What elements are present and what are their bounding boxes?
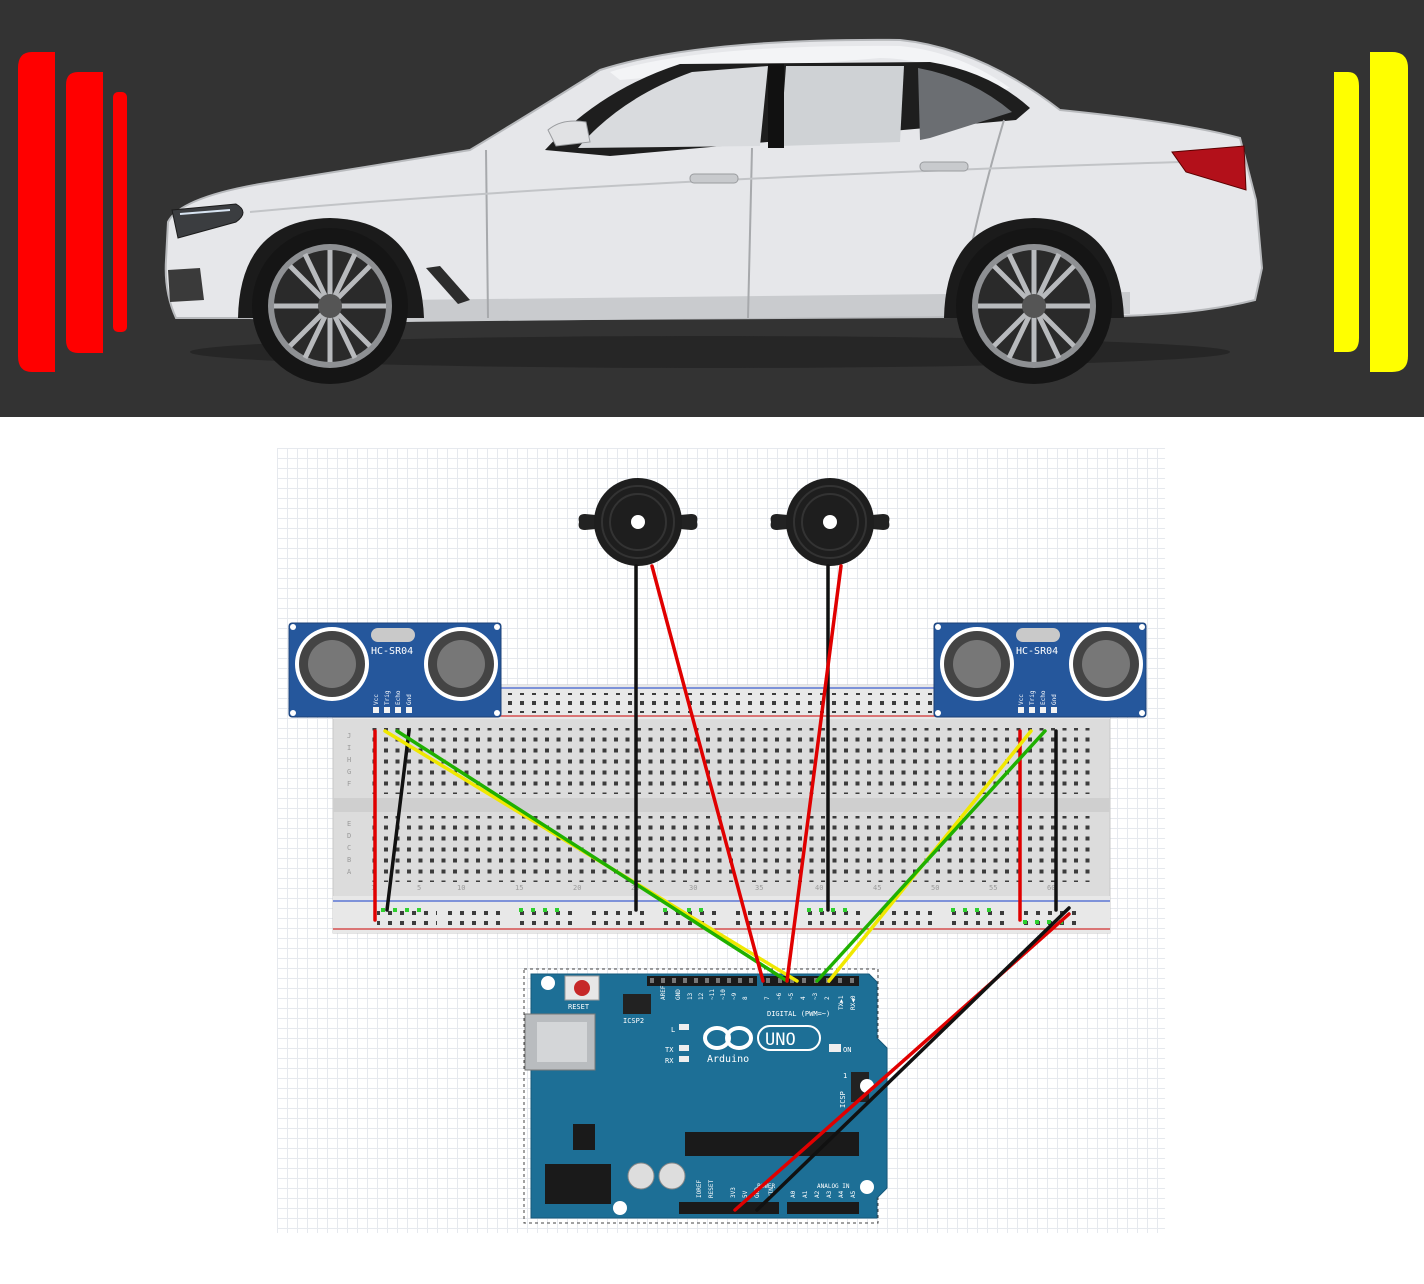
buzzer-right	[771, 478, 890, 566]
digital-pin-label: ~11	[709, 989, 716, 1000]
reset-label: RESET	[568, 1003, 590, 1011]
column-label: 35	[755, 884, 764, 892]
pin-label: Echo	[1040, 690, 1047, 705]
analog-header	[787, 1202, 859, 1214]
column-label: 1	[371, 884, 376, 892]
sensor-model-label: HC-SR04	[1016, 646, 1059, 657]
circuit-diagram-panel	[277, 448, 1165, 1233]
sensor-model-label: HC-SR04	[371, 646, 414, 657]
dc-power-jack[interactable]	[545, 1164, 611, 1204]
parking-indicator-graphic	[0, 0, 1424, 417]
left-proximity-bars	[18, 52, 127, 372]
power-gnd-label: GND	[754, 1187, 761, 1198]
power-reset-label: RESET	[708, 1179, 715, 1198]
analog-pin-label: A5	[850, 1190, 857, 1198]
icsp2-label: ICSP2	[623, 1017, 645, 1025]
capacitor	[628, 1163, 654, 1189]
row-label: B	[347, 856, 352, 864]
column-label: 50	[931, 884, 940, 892]
capacitor	[659, 1163, 685, 1189]
analog-pin-label: A0	[790, 1190, 797, 1198]
row-label: D	[347, 832, 352, 840]
column-label: 60	[1047, 884, 1056, 892]
icsp2-header	[623, 994, 651, 1014]
ultrasonic-sensor-left	[289, 623, 501, 717]
digital-pin-label: 8	[742, 996, 749, 1000]
pin-label: Echo	[395, 690, 402, 705]
right-proximity-bars	[1334, 52, 1408, 372]
v5-label: 5V	[742, 1190, 749, 1198]
model-label: UNO	[765, 1030, 796, 1050]
breadboard	[333, 685, 1110, 933]
digital-pin-label: 4	[800, 996, 807, 1000]
column-label: 15	[515, 884, 524, 892]
digital-pin-label: 13	[687, 992, 694, 1000]
ultrasonic-sensor-right	[934, 623, 1146, 717]
column-label: 5	[417, 884, 422, 892]
pin-label: Vcc	[1018, 694, 1025, 705]
on-label: ON	[843, 1046, 852, 1054]
column-label: 55	[989, 884, 998, 892]
pin-label: Vcc	[373, 694, 380, 705]
column-label: 45	[873, 884, 882, 892]
gnd-label: GND	[675, 989, 682, 1000]
car-image	[166, 40, 1262, 384]
analog-pin-label: A2	[814, 1190, 821, 1198]
rear-wheel	[956, 228, 1112, 384]
digital-pin-label: ~5	[788, 992, 795, 1000]
digital-pin-label: 2	[824, 996, 831, 1000]
left-bar-outer	[18, 52, 55, 372]
circuit-diagram	[277, 448, 1165, 1233]
mounting-hole	[860, 1180, 874, 1194]
digital-pin-label: 7	[764, 996, 771, 1000]
right-bar-inner	[1334, 72, 1359, 352]
pin-label: Gnd	[406, 694, 413, 705]
row-label: C	[347, 844, 352, 852]
right-bar-outer	[1370, 52, 1408, 372]
left-bar-inner	[113, 92, 127, 332]
front-wheel	[252, 228, 408, 384]
tx-led-label: TX	[665, 1046, 674, 1054]
pin-label: Gnd	[1051, 694, 1058, 705]
digital-header-right	[763, 976, 859, 986]
ioref-label: IOREF	[696, 1179, 703, 1198]
aref-label: AREF	[660, 985, 667, 1000]
column-label: 20	[573, 884, 582, 892]
column-label: 25	[631, 884, 640, 892]
row-label: J	[347, 732, 352, 740]
column-label: 30	[689, 884, 698, 892]
analog-pin-label: A4	[838, 1190, 845, 1198]
analog-pin-label: A1	[802, 1190, 809, 1198]
buzzer-left	[579, 478, 698, 566]
row-label: F	[347, 780, 352, 788]
row-label: A	[347, 868, 352, 876]
power-label: POWER	[757, 1183, 776, 1190]
l-led-label: L	[671, 1026, 676, 1034]
row-label: G	[347, 768, 352, 776]
arduino-uno-board	[524, 969, 887, 1223]
analog-in-label: ANALOG IN	[817, 1183, 850, 1190]
mounting-hole	[541, 976, 555, 990]
column-label: 10	[457, 884, 466, 892]
left-bar-middle	[66, 72, 103, 353]
txd-label: TX▶1	[838, 995, 845, 1010]
row-label: I	[347, 744, 352, 752]
mounting-hole	[613, 1201, 627, 1215]
reset-button[interactable]	[565, 976, 599, 1000]
voltage-regulator	[573, 1124, 595, 1150]
v33-label: 3V3	[730, 1187, 737, 1198]
icsp-pin1-label: 1	[843, 1072, 848, 1080]
digital-label: DIGITAL (PWM=~)	[767, 1010, 831, 1018]
column-label: 40	[815, 884, 824, 892]
digital-pin-label: ~3	[812, 992, 819, 1000]
row-label: E	[347, 820, 352, 828]
vin-label: VIN	[768, 1187, 775, 1198]
row-label: H	[347, 756, 352, 764]
pin-label: Trig	[384, 690, 391, 705]
rx-led-label: RX	[665, 1057, 674, 1065]
digital-pin-label: ~9	[731, 992, 738, 1000]
brand-label: Arduino	[707, 1054, 750, 1065]
rxd-label: RX◀0	[850, 995, 857, 1010]
digital-pin-label: ~10	[720, 989, 727, 1000]
pin-label: Trig	[1029, 690, 1036, 705]
digital-pin-label: 12	[698, 992, 705, 1000]
parking-indicator-panel	[0, 0, 1424, 417]
analog-pin-label: A3	[826, 1190, 833, 1198]
icsp-label: ICSP	[839, 1091, 847, 1108]
digital-pin-label: ~6	[776, 992, 783, 1000]
